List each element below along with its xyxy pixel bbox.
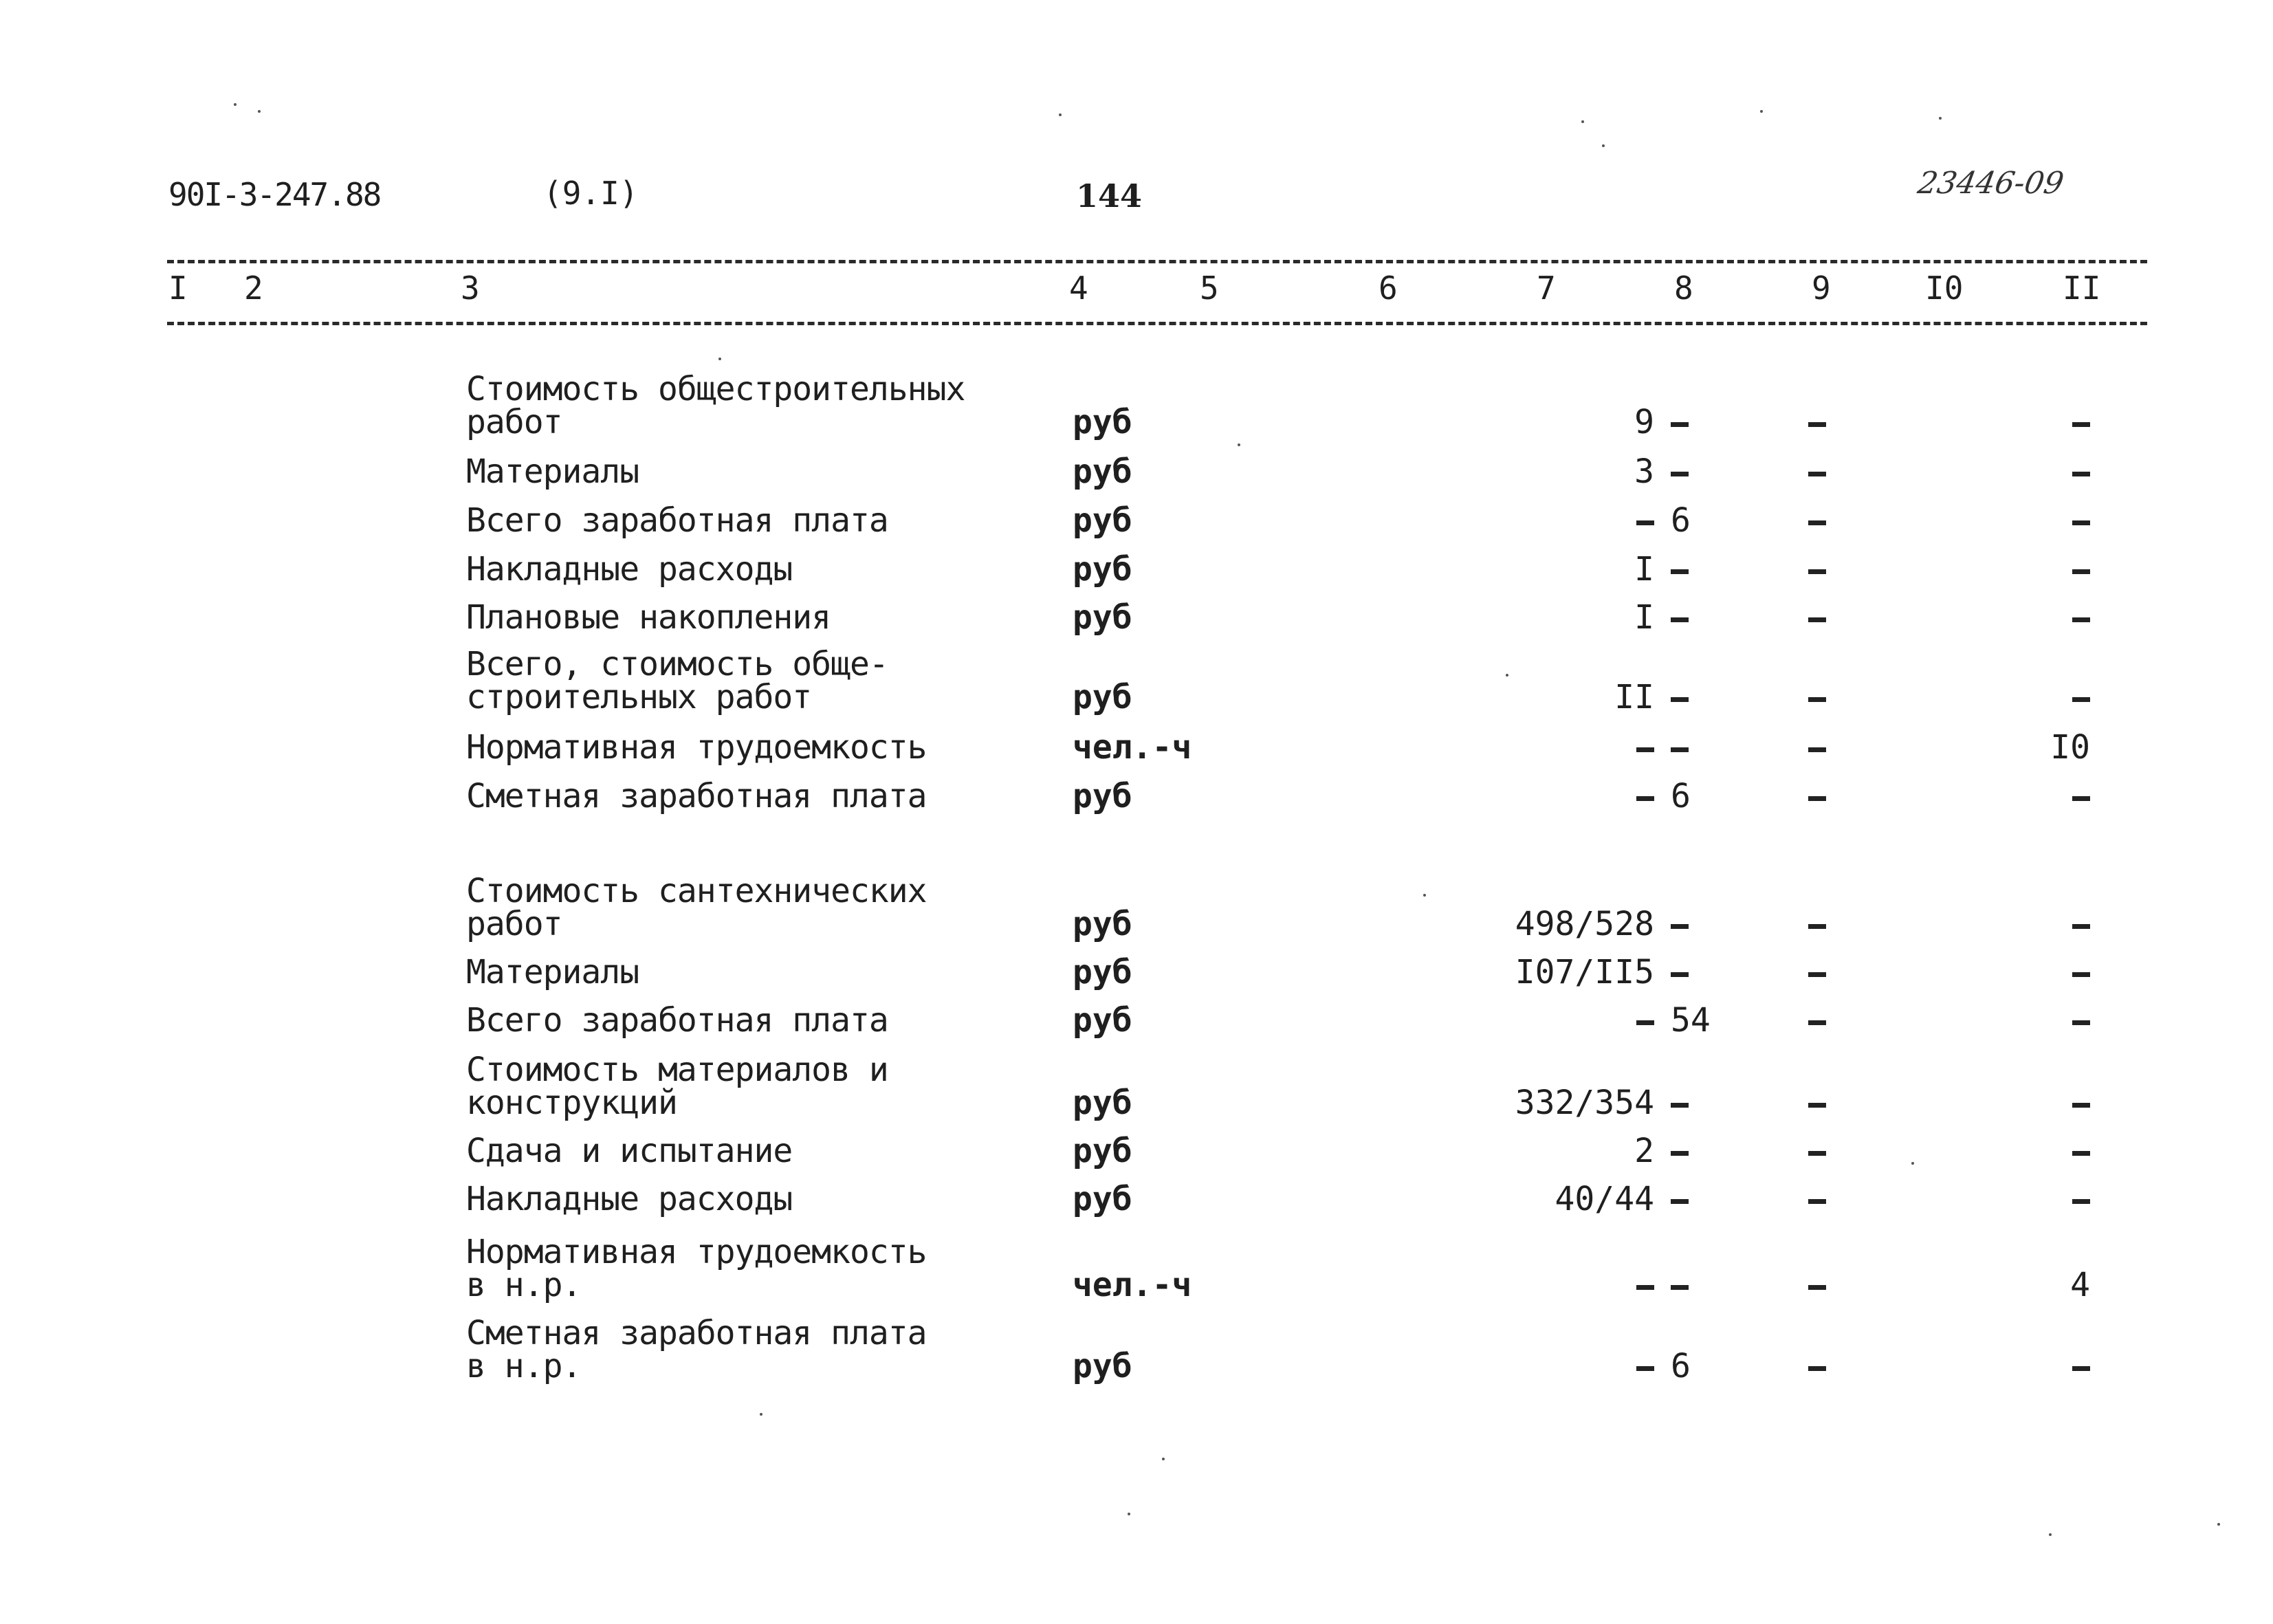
row-value-c9 (1808, 1269, 1843, 1302)
row-unit: руб (1073, 403, 1132, 441)
row-value-c8 (1671, 956, 1739, 989)
row-value-c8: 6 (1671, 777, 1691, 815)
dash-mark (2072, 1151, 2090, 1156)
dash-mark (1671, 1151, 1689, 1156)
row-value-c8 (1671, 455, 1739, 488)
row-label: Плановые накопления (466, 598, 831, 637)
row-value-c11: 4 (2070, 1266, 2090, 1304)
row-value-c9 (1808, 455, 1843, 488)
row-value-c9 (1808, 780, 1843, 813)
row-value-c8 (1671, 908, 1739, 941)
dash-mark (1671, 972, 1689, 977)
row-label: Сметная заработная плата (466, 777, 927, 815)
dash-mark (1808, 697, 1826, 702)
dash-mark (2072, 617, 2090, 622)
row-value-c11 (2035, 455, 2090, 488)
row-unit: руб (1073, 1001, 1132, 1040)
row-label: строительных работ (466, 678, 812, 716)
dash-mark (1808, 520, 1826, 525)
column-header-6: 6 (1379, 270, 1398, 307)
row-value-c9 (1808, 956, 1843, 989)
dash-mark (1671, 1103, 1689, 1108)
dash-mark (2072, 569, 2090, 574)
row-unit: руб (1073, 953, 1132, 991)
row-value-c7: 9 (1634, 403, 1654, 441)
row-value-c8 (1671, 1269, 1739, 1302)
row-unit: руб (1073, 1347, 1132, 1385)
row-value-c11 (2035, 406, 2090, 439)
column-header-1: I (168, 270, 188, 307)
row-value-c8: 6 (1671, 1347, 1691, 1385)
row-value-c9 (1808, 1134, 1843, 1167)
dash-mark (1636, 747, 1654, 752)
dash-mark (1636, 796, 1654, 801)
row-label: конструкций (466, 1084, 677, 1122)
row-label: Сдача и испытание (466, 1132, 793, 1170)
dash-mark (2072, 697, 2090, 702)
row-value-c9 (1808, 406, 1843, 439)
row-value-c8 (1671, 1183, 1739, 1216)
column-header-9: 9 (1812, 270, 1831, 307)
row-value-c9 (1808, 553, 1843, 586)
row-value-c8 (1671, 1086, 1739, 1119)
dash-mark (1808, 1366, 1826, 1371)
row-value-c11 (2035, 1183, 2090, 1216)
row-value-c7 (1499, 504, 1654, 537)
row-label: Всего, стоимость обще- (466, 645, 888, 683)
row-label: Всего заработная плата (466, 501, 888, 540)
row-value-c8: 54 (1671, 1001, 1711, 1040)
row-value-c7: 332/354 (1515, 1084, 1654, 1122)
dash-mark (1808, 1199, 1826, 1204)
row-value-c8 (1671, 731, 1739, 764)
row-value-c7: I (1634, 550, 1654, 589)
row-value-c11 (2035, 956, 2090, 989)
row-value-c8 (1671, 601, 1739, 634)
row-value-c8 (1671, 1134, 1739, 1167)
dash-mark (2072, 422, 2090, 427)
row-value-c9 (1808, 504, 1843, 537)
dash-mark (2072, 472, 2090, 476)
row-value-c7: II (1614, 678, 1654, 716)
row-unit: руб (1073, 905, 1132, 943)
document-code: 90I-3-247.88 (168, 176, 381, 213)
column-header-2: 2 (244, 270, 263, 307)
header-rule-bottom (167, 322, 2147, 325)
row-value-c7 (1499, 1350, 1654, 1383)
row-value-c7: I (1634, 598, 1654, 637)
row-label: Материалы (466, 953, 639, 991)
dash-mark (1671, 697, 1689, 702)
dash-mark (1808, 1020, 1826, 1025)
dash-mark (2072, 924, 2090, 929)
row-label: Стоимость материалов и (466, 1051, 888, 1089)
dash-mark (1808, 1103, 1826, 1108)
dash-mark (1808, 972, 1826, 977)
row-value-c11 (2035, 681, 2090, 714)
dash-mark (1808, 422, 1826, 427)
dash-mark (1636, 1366, 1654, 1371)
column-header-4: 4 (1069, 270, 1088, 307)
row-value-c7: 3 (1634, 452, 1654, 491)
row-value-c11 (2035, 504, 2090, 537)
dash-mark (2072, 1103, 2090, 1108)
column-header-3: 3 (461, 270, 480, 307)
row-value-c7: 498/528 (1515, 905, 1654, 943)
row-value-c9 (1808, 1183, 1843, 1216)
row-value-c7: 40/44 (1555, 1180, 1654, 1218)
dash-mark (1671, 1285, 1689, 1290)
column-header-7: 7 (1537, 270, 1556, 307)
row-unit: руб (1073, 1180, 1132, 1218)
column-header-11: II (2063, 270, 2101, 307)
row-value-c11 (2035, 553, 2090, 586)
row-label: Стоимость сантехнических (466, 872, 927, 910)
row-value-c7: I07/II5 (1515, 953, 1654, 991)
column-header-5: 5 (1200, 270, 1219, 307)
dash-mark (2072, 972, 2090, 977)
row-value-c7 (1499, 780, 1654, 813)
row-label: Накладные расходы (466, 1180, 793, 1218)
row-unit: чел.-ч (1073, 728, 1192, 767)
dash-mark (1808, 569, 1826, 574)
dash-mark (1636, 1020, 1654, 1025)
row-value-c11 (2035, 908, 2090, 941)
row-value-c11 (2035, 1134, 2090, 1167)
dash-mark (1671, 472, 1689, 476)
dash-mark (1636, 1285, 1654, 1290)
row-value-c8 (1671, 406, 1739, 439)
row-value-c9 (1808, 1004, 1843, 1037)
row-value-c8: 6 (1671, 501, 1691, 540)
dash-mark (2072, 1020, 2090, 1025)
dash-mark (1671, 569, 1689, 574)
dash-mark (1671, 617, 1689, 622)
row-unit: руб (1073, 1084, 1132, 1122)
row-value-c9 (1808, 1350, 1843, 1383)
row-value-c11 (2035, 1086, 2090, 1119)
inventory-number: 23446-09 (1915, 166, 2067, 201)
row-value-c8 (1671, 681, 1739, 714)
dash-mark (2072, 1199, 2090, 1204)
dash-mark (1808, 924, 1826, 929)
row-value-c11 (2035, 780, 2090, 813)
row-value-c9 (1808, 681, 1843, 714)
row-label: в н.р. (466, 1347, 582, 1385)
row-label: Материалы (466, 452, 639, 491)
header-rule-top (167, 260, 2147, 263)
row-unit: руб (1073, 452, 1132, 491)
row-value-c11 (2035, 601, 2090, 634)
page-number: 144 (1076, 177, 1143, 215)
dash-mark (1636, 520, 1654, 525)
dash-mark (2072, 1366, 2090, 1371)
row-label: работ (466, 905, 562, 943)
row-label: Сметная заработная плата (466, 1314, 927, 1352)
dash-mark (1808, 472, 1826, 476)
row-label: Всего заработная плата (466, 1001, 888, 1040)
dash-mark (1671, 1199, 1689, 1204)
row-unit: руб (1073, 550, 1132, 589)
dash-mark (1808, 747, 1826, 752)
row-label: Стоимость общестроительных (466, 370, 965, 408)
row-label: Накладные расходы (466, 550, 793, 589)
row-value-c7 (1499, 1004, 1654, 1037)
row-value-c9 (1808, 908, 1843, 941)
row-value-c9 (1808, 1086, 1843, 1119)
dash-mark (1808, 617, 1826, 622)
row-label: работ (466, 403, 562, 441)
dash-mark (1671, 747, 1689, 752)
row-unit: чел.-ч (1073, 1266, 1192, 1304)
row-value-c9 (1808, 601, 1843, 634)
row-value-c9 (1808, 731, 1843, 764)
column-header-8: 8 (1674, 270, 1693, 307)
row-value-c7 (1499, 1269, 1654, 1302)
row-unit: руб (1073, 598, 1132, 637)
row-value-c7: 2 (1634, 1132, 1654, 1170)
dash-mark (1671, 924, 1689, 929)
row-unit: руб (1073, 777, 1132, 815)
dash-mark (2072, 796, 2090, 801)
row-value-c11: I0 (2050, 728, 2090, 767)
row-value-c7 (1499, 731, 1654, 764)
row-unit: руб (1073, 678, 1132, 716)
dash-mark (1808, 1151, 1826, 1156)
section-number: (9.I) (543, 175, 639, 212)
row-label: в н.р. (466, 1266, 582, 1304)
row-unit: руб (1073, 1132, 1132, 1170)
row-value-c11 (2035, 1004, 2090, 1037)
dash-mark (1671, 422, 1689, 427)
row-label: Нормативная трудоемкость (466, 728, 927, 767)
dash-mark (2072, 520, 2090, 525)
row-unit: руб (1073, 501, 1132, 540)
row-label: Нормативная трудоемкость (466, 1233, 927, 1271)
dash-mark (1808, 1285, 1826, 1290)
row-value-c11 (2035, 1350, 2090, 1383)
dash-mark (1808, 796, 1826, 801)
row-value-c8 (1671, 553, 1739, 586)
column-header-10: I0 (1925, 270, 1964, 307)
